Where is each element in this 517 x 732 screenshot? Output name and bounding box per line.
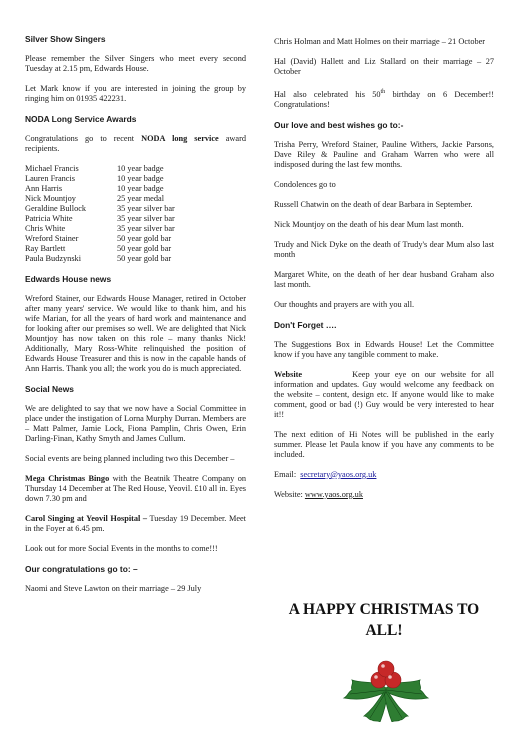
condolences-text-1: Russell Chatwin on the death of dear Barbara in September. bbox=[274, 199, 473, 209]
condolences-text-3: Trudy and Nick Dyke on the death of Trudy's dear Mum also last month bbox=[274, 239, 494, 259]
award-type: 10 year badge bbox=[117, 174, 164, 183]
email-line bbox=[274, 470, 494, 480]
bingo-title: Mega Christmas Bingo bbox=[25, 474, 110, 483]
award-type: 10 year badge bbox=[117, 164, 164, 173]
edwards-house-heading: Edwards House news bbox=[25, 274, 112, 284]
dont-forget-text: The Suggestions Box in Edwards House! Let the Committee know if you have any tangible comment to make. bbox=[274, 339, 494, 359]
award-recipient-name: Ann Harris bbox=[25, 184, 63, 193]
condolences-text-2: Nick Mountjoy on the death of his dear Mum last month. bbox=[274, 219, 464, 229]
dont-forget-heading: Don't Forget …. bbox=[274, 319, 337, 330]
website-text: Keep your eye on our website for all information and updates. Guy would welcome any feedback on the website – content, design etc. If anyone would like to make comment, good or bad (!) Guy would be very interested to hear it!! bbox=[274, 369, 494, 419]
social-news-text-3: Look out for more Social Events in the months to come!!! bbox=[25, 544, 218, 553]
holly-icon bbox=[338, 650, 434, 722]
condolences-text-5: Our thoughts and prayers are with you all. bbox=[274, 299, 415, 309]
award-row bbox=[25, 214, 175, 224]
website-label: Website: bbox=[274, 489, 303, 499]
social-news-text-1: We are delighted to say that we now have a Social Committee in place under the instigation of Lorna Murphy Durran. Members are – Matt Palmer, Jamie Lock, Fiona Pamplin, Chris Owen, Erin Darling-Finan, Kathy Smyth and James Cullum. bbox=[25, 404, 246, 443]
birthday-text-start: Hal also celebrated his 50 bbox=[274, 89, 381, 99]
award-recipient-name: Patricia White bbox=[25, 214, 73, 223]
award-type: 35 year silver bar bbox=[117, 204, 175, 213]
love-wishes-text: Trisha Perry, Wreford Stainer, Pauline Withers, Jackie Parsons, Dave Riley & Pauline and Graham Warren who were all indisposed during the last few months. bbox=[274, 139, 494, 169]
award-row bbox=[25, 254, 175, 264]
next-edition-text: The next edition of Hi Notes will be published in the early summer. Please let Paula know if you have any comments to be included. bbox=[274, 429, 494, 459]
award-recipient-name: Chris White bbox=[25, 224, 66, 233]
carol-details: Tuesday 19 December. Meet in the Foyer at 6.45 pm. bbox=[25, 514, 246, 533]
congratulations-line-3: Hal (David) Hallett and Liz Stallard on their marriage – 27 October bbox=[274, 57, 494, 76]
birthday-text-end: birthday on 6 December!! Congratulations! bbox=[274, 89, 494, 109]
congratulations-line-1: Naomi and Steve Lawton on their marriage – 29 July bbox=[25, 584, 202, 593]
award-type: 50 year gold bar bbox=[117, 244, 172, 253]
award-recipient-name: Geraldine Bullock bbox=[25, 204, 87, 213]
award-recipient-name: Wreford Stainer bbox=[25, 234, 79, 243]
award-type: 50 year gold bar bbox=[117, 254, 172, 263]
award-row bbox=[25, 194, 175, 204]
congratulations-heading: Our congratulations go to: – bbox=[25, 564, 138, 574]
noda-intro-end: award recipients. bbox=[25, 134, 247, 153]
condolences-text-4: Margaret White, on the death of her dear husband Graham also last month. bbox=[274, 269, 494, 289]
noda-heading: NODA Long Service Awards bbox=[25, 114, 137, 124]
congratulations-line-2: Chris Holman and Matt Holmes on their marriage – 21 October bbox=[274, 37, 486, 46]
award-recipient-name: Lauren Francis bbox=[25, 174, 75, 183]
silver-singers-text-2: Let Mark know if you are interested in joining the group by ringing him on 01935 422231. bbox=[25, 84, 246, 103]
silver-singers-heading: Silver Show Singers bbox=[25, 34, 106, 44]
website-link[interactable]: www.yaos.org.uk bbox=[304, 489, 363, 499]
condolences-heading: Condolences go to bbox=[274, 179, 336, 189]
award-row bbox=[25, 244, 175, 254]
award-type: 25 year medal bbox=[117, 194, 164, 203]
social-news-text-2: Social events are being planned including two this December – bbox=[25, 454, 235, 463]
award-recipient-name: Ray Bartlett bbox=[25, 244, 66, 253]
noda-intro bbox=[25, 134, 246, 154]
carol-title: Carol Singing at Yeovil Hospital – bbox=[25, 514, 148, 523]
noda-intro-start: Congratulations go to recent bbox=[25, 134, 142, 143]
award-type: 35 year silver bar bbox=[117, 224, 175, 233]
bingo-details: with the Beatnik Theatre Company on Thursday 14 December at The Red House, Yeovil. £10 all in. Eyes down 7.30 pm and bbox=[25, 474, 246, 503]
award-type: 35 year silver bar bbox=[117, 214, 175, 223]
award-recipient-name: Nick Mountjoy bbox=[25, 194, 76, 203]
carol-event bbox=[25, 514, 246, 534]
email-label: Email: bbox=[274, 469, 297, 479]
website-line bbox=[274, 490, 494, 500]
love-wishes-heading: Our love and best wishes go to:- bbox=[274, 119, 404, 130]
award-row bbox=[25, 184, 175, 194]
website-heading: Website bbox=[274, 369, 303, 379]
congratulations-line-4 bbox=[274, 87, 494, 110]
award-type: 50 year gold bar bbox=[117, 234, 172, 243]
award-row bbox=[25, 174, 175, 184]
awards-table bbox=[25, 164, 175, 264]
website-paragraph bbox=[274, 370, 494, 420]
award-row bbox=[25, 164, 175, 174]
award-row bbox=[25, 224, 175, 234]
award-row bbox=[25, 234, 175, 244]
bingo-event bbox=[25, 474, 246, 504]
right-column bbox=[274, 37, 494, 510]
christmas-greeting-line-2: ALL! bbox=[365, 622, 403, 639]
left-column bbox=[25, 34, 246, 604]
award-recipient-name: Michael Francis bbox=[25, 164, 79, 173]
christmas-greeting-line-1: A HAPPY CHRISTMAS TO bbox=[288, 601, 480, 618]
award-recipient-name: Paula Budzynski bbox=[25, 254, 81, 263]
award-row bbox=[25, 204, 175, 214]
email-link[interactable]: secretary@yaos.org.uk bbox=[300, 469, 377, 479]
award-type: 10 year badge bbox=[117, 184, 164, 193]
christmas-greeting bbox=[274, 599, 494, 641]
noda-intro-bold: NODA long service bbox=[141, 134, 219, 143]
birthday-superscript: th bbox=[380, 89, 386, 95]
silver-singers-text-1: Please remember the Silver Singers who meet every second Tuesday at 2.15 pm, Edwards House. bbox=[25, 54, 246, 73]
edwards-house-text: Wreford Stainer, our Edwards House Manager, retired in October after many years' service. We would like to thank him, and his wife Marian, for all the years of hard work and maintenance and for looking after our premises so well. We are delighted that Nick Mountjoy has now taken on this role – many thanks Nick! Additionally, Mary Ross-White relinquished the position of Edwards House Treasurer and this is now in the capable hands of Ann Harris. Thank you all; the work you do is much appreciated. bbox=[25, 294, 246, 373]
social-news-heading: Social News bbox=[25, 384, 74, 394]
